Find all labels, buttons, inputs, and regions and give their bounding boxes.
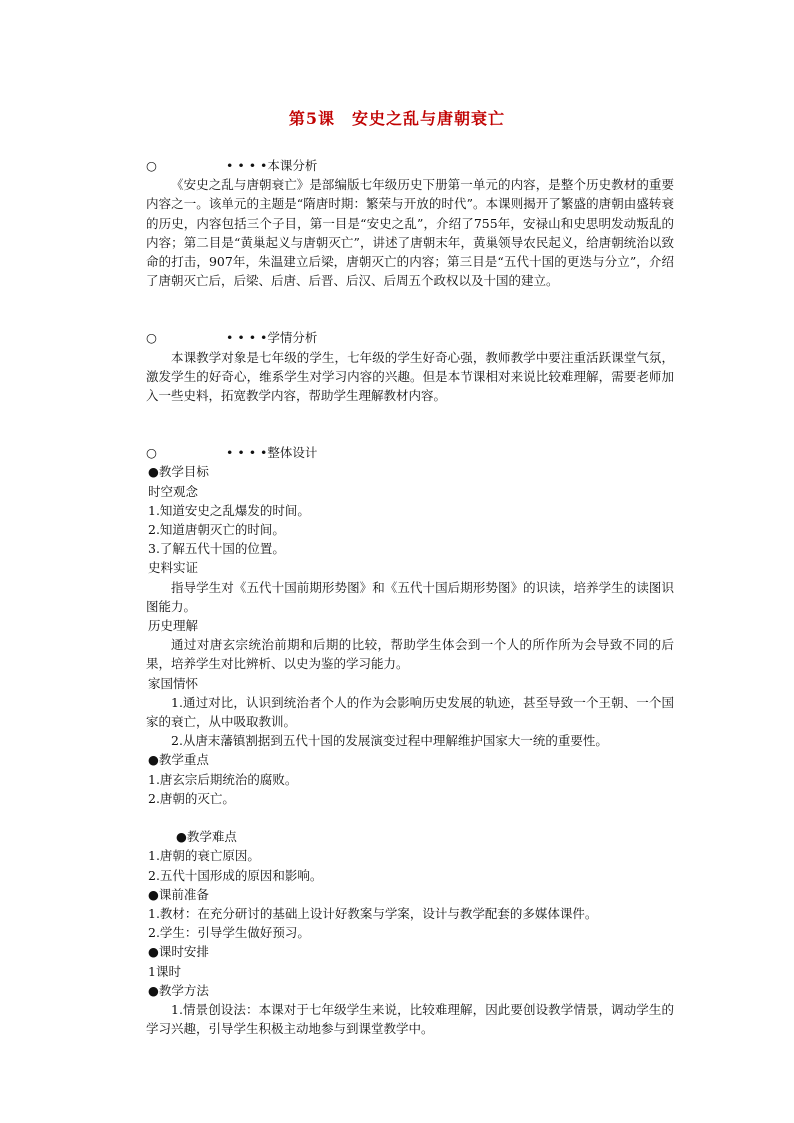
schedule-heading: ●课时安排 [148, 944, 209, 960]
dot-leader: • • • • [226, 330, 268, 346]
goals-heading: ●教学目标 [148, 464, 209, 480]
interpretation-text: 通过对唐玄宗统治前期和后期的比较，帮助学生体会到一个人的所作所为会导致不同的后果，培养学生对比辨析、以史为鉴的学习能力。 [146, 637, 674, 672]
list-item: 2.知道唐朝灭亡的时间。 [148, 522, 285, 538]
list-item: 1.知道安史之乱爆发的时间。 [148, 502, 310, 518]
section-title: 学情分析 [267, 330, 318, 346]
dot-leader: • • • • [226, 445, 268, 461]
analysis-paragraph: 《安史之乱与唐朝衰亡》是部编版七年级历史下册第一单元的内容，是整个历史教材的重要内容之一。该单元的主题是“隋唐时期：繁荣与开放的时代”。本课则揭开了繁盛的唐朝由盛转衰的历史，内容包括三个子目，第一目是“安史之乱”，介绍了755年，安禄山和史思明发动叛乱的内容；第二目是“黄巢起义与唐朝灭亡”，讲述了唐朝末年，黄巢领导农民起义，给唐朝统治以致命的打击，907年，朱温建立后梁，唐朝灭亡的内容；第三目是“五代十国的更迭与分立”，介绍了唐朝灭亡后，后梁、后唐、后晋、后汉、后周五个政权以及十国的建立。 [146, 177, 674, 289]
list-item: 2.学生：引导学生做好预习。 [148, 925, 310, 941]
circle-bullet-icon: ○ [146, 158, 157, 173]
list-item: 3.了解五代十国的位置。 [148, 541, 285, 557]
evidence-text: 指导学生对《五代十国前期形势图》和《五代十国后期形势图》的识读，培养学生的读图识图能力。 [146, 579, 674, 614]
patriotism-label: 家国情怀 [148, 675, 199, 691]
list-item: 2.五代十国形成的原因和影响。 [148, 867, 323, 883]
prep-heading: ●课前准备 [148, 886, 209, 902]
list-item: 1.教材：在充分研讨的基础上设计好教案与学案，设计与教学配套的多媒体课件。 [148, 905, 598, 921]
list-item: 1.唐玄宗后期统治的腐败。 [148, 771, 298, 787]
list-item: 1.通过对比，认识到统治者个人的作为会影响历史发展的轨迹，甚至导致一个王朝、一个国家的衰亡，从中吸取教训。 [146, 694, 674, 730]
students-paragraph: 本课教学对象是七年级的学生，七年级的学生好奇心强，教师教学中要注重活跃课堂气氛，激发学生的好奇心，维系学生对学习内容的兴趣。但是本节课相对来说比较难理解，需要老师加入一些史料，拓宽教学内容，帮助学生理解教材内容。 [146, 349, 674, 404]
difficult-heading: ●教学难点 [176, 829, 237, 845]
circle-bullet-icon: ○ [146, 445, 157, 461]
list-item: 1.情景创设法：本课对于七年级学生来说，比较难理解，因此要创设教学情景，调动学生的学习兴趣，引导学生积极主动地参与到课堂教学中。 [146, 1001, 674, 1037]
circle-bullet-icon: ○ [146, 330, 157, 346]
time-space-label: 时空观念 [148, 483, 199, 499]
schedule-value: 1课时 [148, 963, 181, 979]
section-heading-design [146, 443, 674, 462]
section-title: 整体设计 [267, 445, 318, 461]
section-title: 本课分析 [267, 158, 318, 173]
dot-leader: • • • • [226, 158, 268, 173]
document-body [146, 156, 674, 1038]
section-heading-students [146, 328, 674, 347]
list-item: 1.唐朝的衰亡原因。 [148, 848, 260, 864]
page-title: 第5课 安史之乱与唐朝衰亡 [288, 109, 506, 128]
method-heading: ●教学方法 [148, 982, 209, 998]
section-heading-analysis [146, 156, 674, 175]
list-item: 2.唐朝的灭亡。 [148, 790, 235, 806]
evidence-label: 史料实证 [148, 560, 199, 576]
interpretation-label: 历史理解 [148, 618, 199, 634]
list-item: 2.从唐末藩镇割据到五代十国的发展演变过程中理解维护国家大一统的重要性。 [171, 733, 608, 749]
key-heading: ●教学重点 [148, 752, 209, 768]
